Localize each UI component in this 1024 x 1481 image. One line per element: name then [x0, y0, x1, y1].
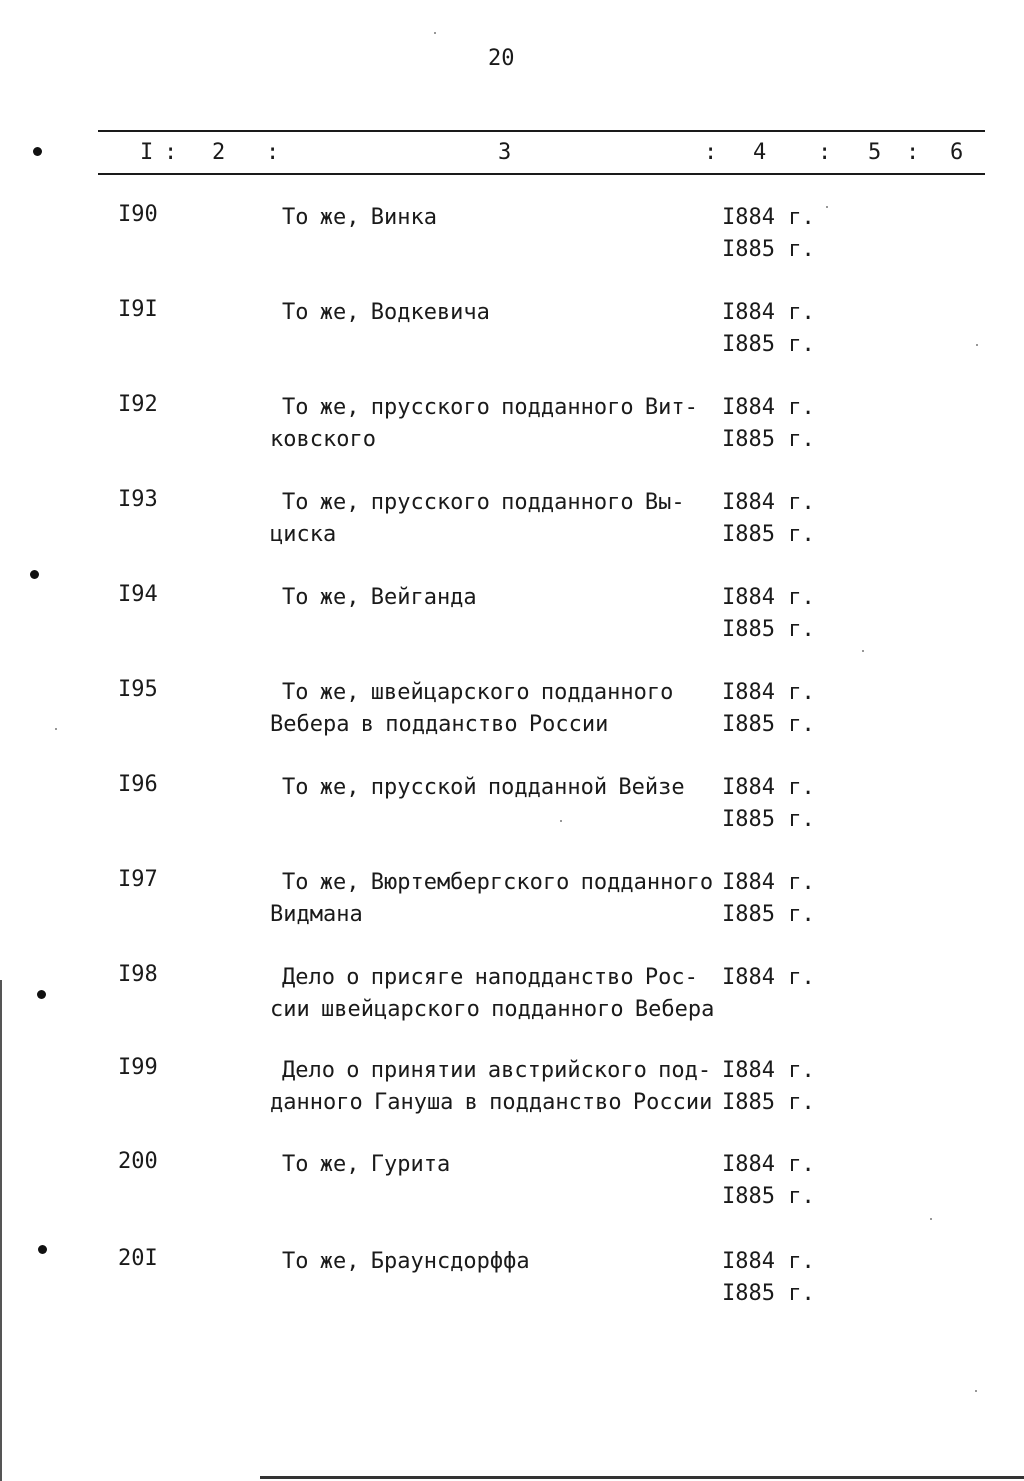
entry-date: I884 г.	[722, 870, 815, 895]
entry-date: I885 г.	[722, 1090, 815, 1115]
entry-date: I884 г.	[722, 1249, 815, 1274]
entry-dates	[722, 1246, 815, 1310]
entry-number: I97	[118, 867, 158, 892]
entry-number: I92	[118, 392, 158, 417]
entry-dates	[722, 202, 815, 266]
scan-speck	[434, 32, 436, 34]
entry-date: I884 г.	[722, 490, 815, 515]
entry-dates	[722, 962, 815, 994]
entry-dates	[722, 772, 815, 836]
entry-title: Дело о принятии австрийского под-данного Гануша в подданство России	[270, 1058, 713, 1115]
binder-hole-mark	[33, 147, 42, 156]
column-separator: :	[906, 140, 920, 165]
column-header-4: 4	[753, 140, 767, 165]
entry-date: I885 г.	[722, 237, 815, 262]
entry-date: I885 г.	[722, 902, 815, 927]
table-row	[0, 772, 1024, 852]
entry-date: I884 г.	[722, 205, 815, 230]
entry-date: I885 г.	[722, 712, 815, 737]
column-separator: :	[266, 140, 280, 165]
entry-title: То же, Вейганда	[282, 585, 477, 610]
entry-date: I885 г.	[722, 617, 815, 642]
scan-speck	[930, 1218, 932, 1220]
table-row	[0, 1149, 1024, 1229]
column-separator: :	[164, 140, 178, 165]
table-row	[0, 297, 1024, 377]
entry-number: I96	[118, 772, 158, 797]
binder-hole-mark	[37, 990, 46, 999]
entry-dates	[722, 392, 815, 456]
entry-title: То же, Вюртембергского подданного Видмана	[270, 870, 714, 927]
entry-title: То же, Водкевича	[282, 300, 490, 325]
table-row	[0, 1246, 1024, 1326]
table-row	[0, 677, 1024, 757]
header-top-rule	[98, 130, 985, 132]
column-header-6: 6	[950, 140, 964, 165]
column-header-5: 5	[868, 140, 882, 165]
entry-date: I884 г.	[722, 300, 815, 325]
entry-date: I884 г.	[722, 395, 815, 420]
entry-number: I9I	[118, 297, 158, 322]
column-header-2: 2	[212, 140, 226, 165]
entry-dates	[722, 582, 815, 646]
entry-date: I885 г.	[722, 1184, 815, 1209]
table-row	[0, 867, 1024, 947]
entry-number: I94	[118, 582, 158, 607]
binder-hole-mark	[30, 570, 39, 579]
entry-number: I98	[118, 962, 158, 987]
column-separator: :	[704, 140, 718, 165]
table-row	[0, 582, 1024, 662]
entry-dates	[722, 677, 815, 741]
entry-date: I884 г.	[722, 965, 815, 990]
column-header-3: 3	[498, 140, 512, 165]
entry-date: I884 г.	[722, 1058, 815, 1083]
entry-date: I884 г.	[722, 775, 815, 800]
entry-number: I93	[118, 487, 158, 512]
entry-date: I884 г.	[722, 1152, 815, 1177]
entry-number: 200	[118, 1149, 158, 1174]
entry-title: То же, швейцарского подданного Вебера в подданство России	[270, 680, 674, 737]
entry-date: I884 г.	[722, 585, 815, 610]
scan-bottom-line	[260, 1476, 1024, 1479]
entry-title: То же, Винка	[282, 205, 437, 230]
entry-dates	[722, 297, 815, 361]
entry-dates	[722, 487, 815, 551]
column-separator: :	[818, 140, 832, 165]
table-row	[0, 487, 1024, 567]
entry-date: I885 г.	[722, 807, 815, 832]
entry-title: То же, Гурита	[282, 1152, 451, 1177]
scan-edge-line	[0, 980, 2, 1481]
entry-dates	[722, 1149, 815, 1213]
scan-speck	[560, 820, 562, 822]
scan-speck	[55, 728, 57, 730]
entry-title: То же, Браунсдорффа	[282, 1249, 530, 1274]
scan-speck	[826, 206, 828, 208]
table-row	[0, 392, 1024, 472]
scan-speck	[862, 650, 864, 652]
header-bottom-rule	[98, 173, 985, 175]
page-number: 20	[488, 46, 515, 71]
entry-dates	[722, 1055, 815, 1119]
entry-title: То же, прусского подданного Вы-циска	[270, 490, 685, 547]
entry-date: I885 г.	[722, 427, 815, 452]
scan-speck	[976, 344, 978, 346]
table-row	[0, 202, 1024, 282]
binder-hole-mark	[38, 1245, 47, 1254]
entry-number: 20I	[118, 1246, 158, 1271]
entry-number: I90	[118, 202, 158, 227]
entry-number: I95	[118, 677, 158, 702]
entry-date: I885 г.	[722, 1281, 815, 1306]
entry-date: I885 г.	[722, 332, 815, 357]
entry-date: I885 г.	[722, 522, 815, 547]
entry-title: То же, прусского подданного Вит-ковского	[270, 395, 698, 452]
column-header-1: I	[140, 140, 154, 165]
table-row	[0, 1055, 1024, 1135]
entry-title: Дело о присяге наподданство Рос-сии швейцарского подданного Вебера	[270, 965, 715, 1022]
entry-dates	[722, 867, 815, 931]
entry-date: I884 г.	[722, 680, 815, 705]
entry-title: То же, прусской подданной Вейзе	[282, 775, 685, 800]
entry-number: I99	[118, 1055, 158, 1080]
scan-speck	[975, 1390, 977, 1392]
table-row	[0, 962, 1024, 1042]
